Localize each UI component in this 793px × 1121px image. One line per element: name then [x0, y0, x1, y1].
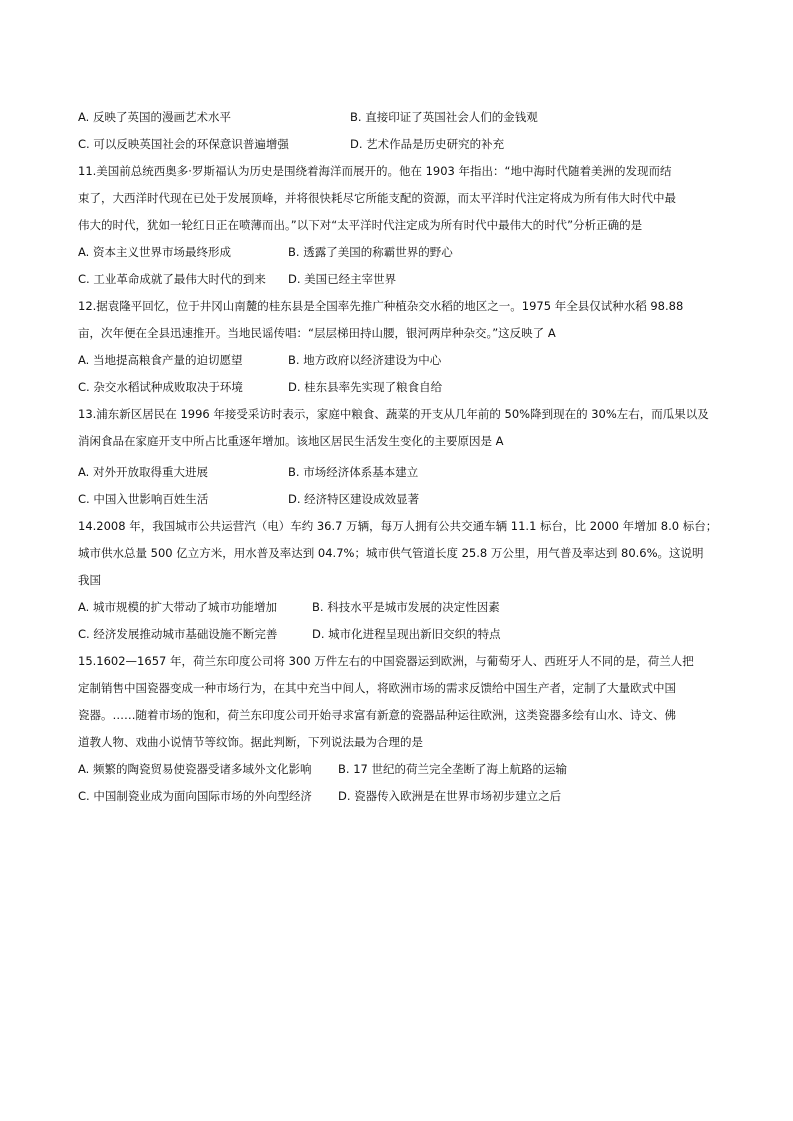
- q14-option-c: C. 经济发展推动城市基础设施不断完善: [78, 627, 278, 641]
- q15-stem-line: 瓷器。……随着市场的饱和，荷兰东印度公司开始寻求富有新意的瓷器品种运往欧洲，这类瓷器多绘有山水、诗文、佛: [78, 708, 676, 722]
- q15-option-d: D. 瓷器传入欧洲是在世界市场初步建立之后: [338, 789, 562, 803]
- q11-stem-line: 11.美国前总统西奥多·罗斯福认为历史是围绕着海洋而展开的。他在 1903 年指出：“地中海时代随着美洲的发现而结: [78, 164, 672, 178]
- question-11: [78, 158, 718, 293]
- q15-option-c: C. 中国制瓷业成为面向国际市场的外向型经济: [78, 789, 312, 803]
- q11-option-b: B. 透露了美国的称霸世界的野心: [288, 245, 453, 259]
- q15-options-row-2: [78, 783, 718, 810]
- q13-option-c: C. 中国入世影响百姓生活: [78, 492, 209, 506]
- q13-option-b: B. 市场经济体系基本建立: [288, 465, 419, 479]
- q12-options-row-1: [78, 347, 718, 374]
- q11-options-row-2: [78, 266, 718, 293]
- q13-options-row-1: [78, 459, 718, 486]
- q15-stem-line: 15.1602—1657 年，荷兰东印度公司将 300 万件左右的中国瓷器运到欧洲，与葡萄牙人、西班牙人不同的是，荷兰人把: [78, 654, 694, 668]
- q14-stem-line: 14.2008 年，我国城市公共运营汽（电）车约 36.7 万辆，每万人拥有公共交通车辆 11.1 标台，比 2000 年增加 8.0 标台；: [78, 519, 718, 533]
- q13-option-a: A. 对外开放取得重大进展: [78, 465, 208, 479]
- q11-stem-line: 伟大的时代，犹如一轮红日正在喷薄而出。”以下对“太平洋时代注定成为所有时代中最伟大的时代”分析正确的是: [78, 218, 643, 232]
- q15-stem-line: 定制销售中国瓷器变成一种市场行为，在其中充当中间人，将欧洲市场的需求反馈给中国生产者，定制了大量欧式中国: [78, 681, 676, 695]
- q14-option-a: A. 城市规模的扩大带动了城市功能增加: [78, 600, 277, 614]
- q14-stem-line: 城市供水总量 500 亿立方米，用水普及率达到 04.7%；城市供气管道长度 25.8 万公里，用气普及率达到 80.6%。这说明: [78, 546, 704, 560]
- question-13: [78, 401, 718, 513]
- q12-stem-line: 亩，次年便在全县迅速推开。当地民谣传唱：“层层梯田持山腰，银河两岸种杂交。”这反映了 A: [78, 326, 556, 340]
- q11-stem-line: 束了，大西洋时代现在已处于发展顶峰，并将很快耗尽它所能支配的资源，而太平洋时代注定将成为所有伟大时代中最: [78, 191, 676, 205]
- q11-option-c: C. 工业革命成就了最伟大时代的到来: [78, 272, 266, 286]
- q13-stem-line: 消闲食品在家庭开支中所占比重逐年增加。该地区居民生活发生变化的主要原因是 A: [78, 434, 504, 448]
- q13-options-row-2: [78, 486, 718, 513]
- q14-options-row-1: [78, 594, 718, 621]
- q15-option-a: A. 频繁的陶瓷贸易使瓷器受诸多域外文化影响: [78, 762, 312, 776]
- question-14: [78, 513, 718, 648]
- q12-option-a: A. 当地提高粮食产量的迫切愿望: [78, 353, 243, 367]
- question-15: [78, 648, 718, 810]
- q11-option-a: A. 资本主义世界市场最终形成: [78, 245, 231, 259]
- q13-stem-line: 13.浦东新区居民在 1996 年接受采访时表示，家庭中粮食、蔬菜的开支从几年前的 50%降到现在的 30%左右，而瓜果以及: [78, 407, 709, 421]
- exam-page: [78, 104, 718, 810]
- q12-option-c: C. 杂交水稻试种成败取决于环境: [78, 380, 243, 394]
- question-12: [78, 293, 718, 401]
- q12-options-row-2: [78, 374, 718, 401]
- q12-stem-line: 12.据袁隆平回忆，位于井冈山南麓的桂东县是全国率先推广种植杂交水稻的地区之一。1975 年全县仅试种水稻 98.88: [78, 299, 684, 313]
- q10-option-c: C. 可以反映英国社会的环保意识普遍增强: [78, 137, 289, 151]
- q11-options-row-1: [78, 239, 718, 266]
- q15-stem-line: 道教人物、戏曲小说情节等纹饰。据此判断，下列说法最为合理的是: [78, 735, 423, 749]
- q15-options-row-1: [78, 756, 718, 783]
- q15-option-b: B. 17 世纪的荷兰完全垄断了海上航路的运输: [338, 762, 567, 776]
- q10-options-row-1: [78, 104, 718, 131]
- q10-option-d: D. 艺术作品是历史研究的补充: [350, 137, 505, 151]
- q12-option-d: D. 桂东县率先实现了粮食自给: [288, 380, 443, 394]
- q11-option-d: D. 美国已经主宰世界: [288, 272, 397, 286]
- q10-option-b: B. 直接印证了英国社会人们的金钱观: [350, 110, 538, 124]
- q13-option-d: D. 经济特区建设成效显著: [288, 492, 420, 506]
- q10-options-row-2: [78, 131, 718, 158]
- q14-option-b: B. 科技水平是城市发展的决定性因素: [312, 600, 500, 614]
- q14-option-d: D. 城市化进程呈现出新旧交织的特点: [312, 627, 501, 641]
- q10-option-a: A. 反映了英国的漫画艺术水平: [78, 110, 231, 124]
- q14-options-row-2: [78, 621, 718, 648]
- q12-option-b: B. 地方政府以经济建设为中心: [288, 353, 442, 367]
- q14-stem-line: 我国: [78, 573, 101, 587]
